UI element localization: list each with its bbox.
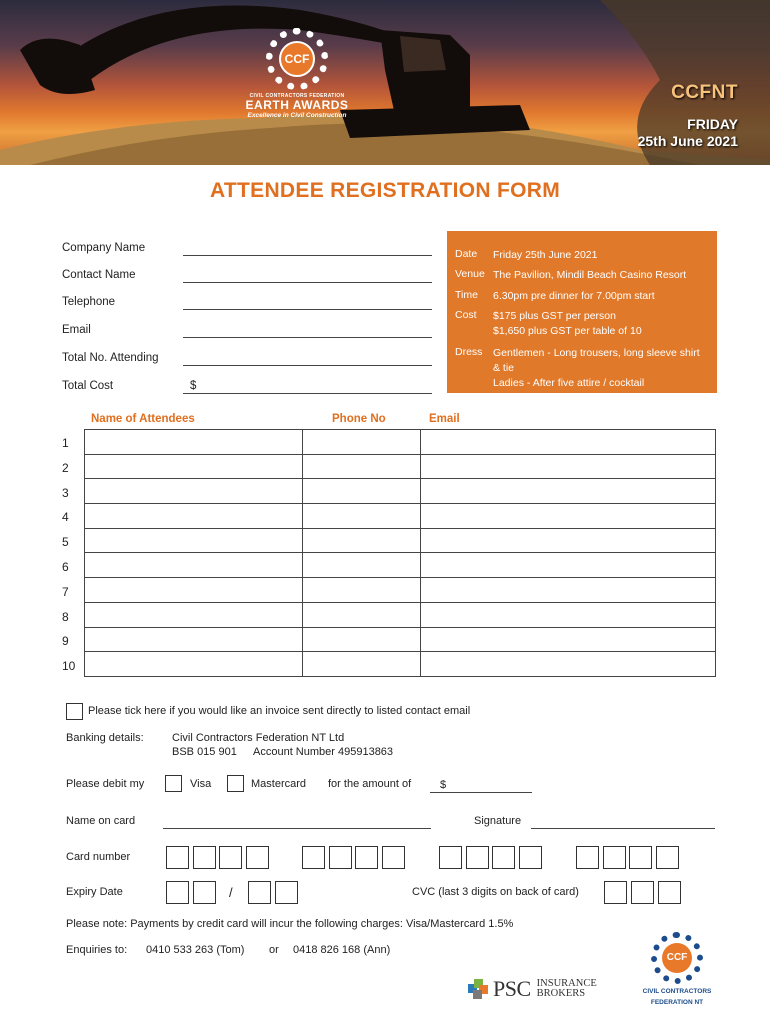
attendee-email-cell[interactable] xyxy=(421,627,716,652)
info-dress-value-1: Gentlemen - Long trousers, long sleeve shirt & tie xyxy=(493,347,700,374)
amount-currency: $ xyxy=(440,779,447,791)
info-time-value: 6.30pm pre dinner for 7.00pm start xyxy=(493,290,655,302)
logo-core-text: CCF xyxy=(279,41,315,77)
attendee-name-cell[interactable] xyxy=(85,553,303,578)
attendee-email-cell[interactable] xyxy=(421,652,716,677)
card-number-digit[interactable] xyxy=(219,846,242,869)
attendee-phone-cell[interactable] xyxy=(302,578,421,603)
ccf-gear-icon xyxy=(266,28,328,90)
card-number-digit[interactable] xyxy=(355,846,378,869)
logo-subtitle: CIVIL CONTRACTORS FEDERATION xyxy=(249,93,345,99)
info-cost-value-1: $175 plus GST per person xyxy=(493,310,616,322)
attendees-table xyxy=(84,429,716,677)
company-name-input[interactable] xyxy=(183,240,432,256)
info-cost-label: Cost xyxy=(455,309,477,321)
psc-mark-icon xyxy=(468,979,488,999)
amount-label: for the amount of xyxy=(328,778,412,790)
invoice-checkbox[interactable] xyxy=(66,703,83,720)
card-number-digit[interactable] xyxy=(166,846,189,869)
attendee-phone-cell[interactable] xyxy=(302,479,421,504)
row-number: 8 xyxy=(62,609,69,624)
table-row xyxy=(85,528,716,553)
attendee-email-cell[interactable] xyxy=(421,504,716,529)
column-header-name: Name of Attendees xyxy=(91,413,195,425)
table-row xyxy=(85,627,716,652)
page-title: ATTENDEE REGISTRATION FORM xyxy=(209,179,560,202)
table-row xyxy=(85,479,716,504)
table-row xyxy=(85,602,716,627)
banking-account: Account Number 495913863 xyxy=(253,746,394,758)
name-on-card-label: Name on card xyxy=(66,815,136,827)
row-number: 9 xyxy=(62,634,69,649)
info-cost-value-2: $1,650 plus GST per table of 10 xyxy=(493,325,642,337)
card-number-label: Card number xyxy=(66,851,131,863)
expiry-separator: / xyxy=(229,885,233,900)
email-label: Email xyxy=(62,324,91,336)
attendee-phone-cell[interactable] xyxy=(302,430,421,455)
row-number: 6 xyxy=(62,560,69,574)
expiry-label: Expiry Date xyxy=(66,886,123,898)
total-cost-label: Total Cost xyxy=(62,380,114,392)
ccf-nt-logo xyxy=(634,932,720,1006)
row-number: 1 xyxy=(62,436,69,450)
total-cost-currency: $ xyxy=(190,380,197,392)
psc-insurance-logo xyxy=(468,976,597,1002)
earth-awards-logo xyxy=(232,28,362,119)
banking-label: Banking details: xyxy=(66,732,144,744)
telephone-input[interactable] xyxy=(183,294,432,310)
ccf-name-2: FEDERATION NT xyxy=(650,999,704,1006)
cvc-label: CVC (last 3 digits on back of card) xyxy=(412,886,579,898)
info-date-label: Date xyxy=(455,248,478,260)
contact-name-input[interactable] xyxy=(183,267,432,283)
visa-label: Visa xyxy=(190,778,212,790)
name-on-card-input[interactable] xyxy=(163,828,431,829)
table-row xyxy=(85,504,716,529)
attendee-phone-cell[interactable] xyxy=(302,652,421,677)
total-attending-label: Total No. Attending xyxy=(62,352,159,364)
row-number: 3 xyxy=(62,485,69,500)
attendee-name-cell[interactable] xyxy=(85,430,303,455)
ccf-gear-icon xyxy=(651,932,703,984)
attendee-email-cell[interactable] xyxy=(421,454,716,479)
expiry-month-digit[interactable] xyxy=(166,881,189,904)
card-number-digit[interactable] xyxy=(656,846,679,869)
attendee-phone-cell[interactable] xyxy=(302,528,421,553)
card-number-digit[interactable] xyxy=(466,846,489,869)
card-number-digit[interactable] xyxy=(193,846,216,869)
info-venue-row xyxy=(455,268,709,283)
enquiries-phone-tom: 0410 533 263 (Tom) xyxy=(146,944,245,956)
signature-label: Signature xyxy=(474,815,522,827)
total-cost-field[interactable] xyxy=(62,376,432,394)
card-number-digit[interactable] xyxy=(603,846,626,869)
info-dress-values xyxy=(493,346,709,391)
column-header-email: Email xyxy=(429,413,460,425)
attendee-name-cell[interactable] xyxy=(85,652,303,677)
enquiries-label: Enquiries to: xyxy=(66,944,128,956)
attendee-email-cell[interactable] xyxy=(421,479,716,504)
info-cost-row xyxy=(455,309,709,339)
attendee-phone-cell[interactable] xyxy=(302,504,421,529)
attendee-phone-cell[interactable] xyxy=(302,454,421,479)
table-row xyxy=(85,454,716,479)
event-date: 25th June 2021 xyxy=(637,133,738,149)
table-row xyxy=(85,578,716,603)
attendee-name-cell[interactable] xyxy=(85,602,303,627)
event-organizer: CCFNT xyxy=(671,82,738,103)
card-number-digit[interactable] xyxy=(519,846,542,869)
info-dress-label: Dress xyxy=(455,346,483,358)
card-number-digit[interactable] xyxy=(302,846,325,869)
ccf-core-text: CCF xyxy=(662,943,692,973)
card-number-digit[interactable] xyxy=(492,846,515,869)
total-attending-input[interactable] xyxy=(183,350,432,366)
amount-input[interactable] xyxy=(430,792,532,793)
table-row xyxy=(85,652,716,677)
debit-label: Please debit my xyxy=(66,778,145,790)
ccf-name-1: CIVIL CONTRACTORS xyxy=(642,988,712,995)
signature-input[interactable] xyxy=(531,828,715,829)
card-number-digit[interactable] xyxy=(246,846,269,869)
cvc-digit[interactable] xyxy=(604,881,627,904)
cvc-digit[interactable] xyxy=(631,881,654,904)
info-dress-value-2: Ladies - After five attire / cocktail xyxy=(493,377,645,389)
card-number-digit[interactable] xyxy=(329,846,352,869)
attendee-name-cell[interactable] xyxy=(85,627,303,652)
card-number-digit[interactable] xyxy=(576,846,599,869)
attendee-name-cell[interactable] xyxy=(85,504,303,529)
cvc-digit[interactable] xyxy=(658,881,681,904)
event-details-box xyxy=(447,231,717,393)
card-number-digit[interactable] xyxy=(439,846,462,869)
row-number: 5 xyxy=(62,535,69,550)
row-number: 7 xyxy=(62,584,69,599)
attendee-email-cell[interactable] xyxy=(421,602,716,627)
info-venue-value: The Pavilion, Mindil Beach Casino Resort xyxy=(493,269,687,281)
event-day: FRIDAY xyxy=(687,116,738,132)
card-number-digit[interactable] xyxy=(629,846,652,869)
telephone-field[interactable] xyxy=(62,292,432,310)
enquiries-or: or xyxy=(269,944,279,956)
psc-sub-1: INSURANCE xyxy=(536,978,597,989)
info-date-row xyxy=(455,248,709,263)
email-field[interactable] xyxy=(62,320,432,338)
column-header-phone: Phone No xyxy=(332,413,386,425)
table-row xyxy=(85,553,716,578)
attendee-name-cell[interactable] xyxy=(85,479,303,504)
header-banner xyxy=(0,0,770,165)
info-time-row xyxy=(455,289,709,304)
attendee-email-cell[interactable] xyxy=(421,528,716,553)
info-cost-values xyxy=(493,309,709,339)
info-venue-label: Venue xyxy=(455,268,485,280)
info-time-label: Time xyxy=(455,289,478,301)
row-number: 2 xyxy=(62,460,69,475)
row-number: 4 xyxy=(62,510,69,525)
logo-tagline: Excellence in Civil Construction xyxy=(247,112,347,119)
attendee-email-cell[interactable] xyxy=(421,578,716,603)
total-cost-input[interactable] xyxy=(183,378,432,394)
enquiries-phone-ann: 0418 826 168 (Ann) xyxy=(293,944,391,956)
logo-title: EARTH AWARDS xyxy=(245,98,349,112)
telephone-label: Telephone xyxy=(62,296,116,308)
attendee-name-cell[interactable] xyxy=(85,454,303,479)
invoice-label: Please tick here if you would like an invoice sent directly to listed contact email xyxy=(88,705,471,717)
company-name-field[interactable] xyxy=(62,238,432,256)
contact-name-field[interactable] xyxy=(62,265,432,283)
psc-sub-2: BROKERS xyxy=(536,988,586,999)
info-date-value: Friday 25th June 2021 xyxy=(493,249,598,261)
mastercard-label: Mastercard xyxy=(251,778,307,790)
mastercard-checkbox[interactable] xyxy=(227,775,244,792)
psc-subtitle xyxy=(537,979,597,999)
event-info xyxy=(638,82,738,149)
email-input[interactable] xyxy=(183,322,432,338)
expiry-year-digit[interactable] xyxy=(248,881,271,904)
attendee-name-cell[interactable] xyxy=(85,528,303,553)
contact-name-label: Contact Name xyxy=(62,269,136,281)
psc-wordmark: PSC xyxy=(493,976,531,1001)
attendee-phone-cell[interactable] xyxy=(302,553,421,578)
attendee-name-cell[interactable] xyxy=(85,578,303,603)
row-number: 10 xyxy=(62,659,76,674)
attendee-email-cell[interactable] xyxy=(421,553,716,578)
expiry-year-digit[interactable] xyxy=(275,881,298,904)
attendee-phone-cell[interactable] xyxy=(302,627,421,652)
attendee-phone-cell[interactable] xyxy=(302,602,421,627)
attendee-email-cell[interactable] xyxy=(421,430,716,455)
total-attending-field[interactable] xyxy=(62,348,432,366)
table-row xyxy=(85,430,716,455)
visa-checkbox[interactable] xyxy=(165,775,182,792)
info-dress-row xyxy=(455,346,709,391)
payment-note: Please note: Payments by credit card will incur the following charges: Visa/Mastercard 1.5% xyxy=(66,918,514,930)
card-number-digit[interactable] xyxy=(382,846,405,869)
banking-bsb: BSB 015 901 xyxy=(172,746,237,758)
expiry-month-digit[interactable] xyxy=(193,881,216,904)
company-name-label: Company Name xyxy=(62,242,146,254)
banking-name: Civil Contractors Federation NT Ltd xyxy=(172,732,345,744)
